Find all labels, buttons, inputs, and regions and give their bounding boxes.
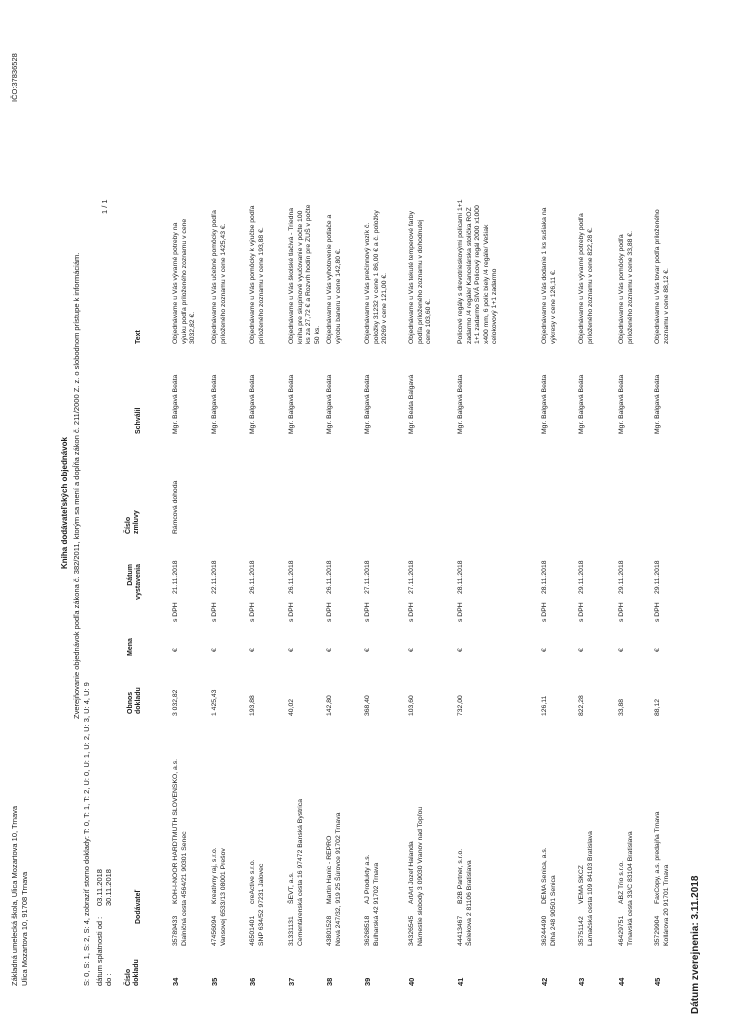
issue-date: 29.11.2018: [654, 560, 661, 594]
supplier-ico: 35751142: [578, 916, 585, 946]
col-schvalil: Schválil: [135, 407, 142, 434]
supplier-name: ŠEVT, a.s.: [288, 872, 295, 904]
vat: s DPH: [211, 602, 218, 622]
row-number: 34: [171, 977, 180, 986]
currency: €: [618, 648, 625, 652]
currency: €: [326, 648, 333, 652]
order-text: Objednávame u Vás učebné pomôcky podľa priloženého zoznamu v cene 1425,43 €.: [211, 210, 227, 344]
supplier-name: ABZ Trio s.r.o.: [618, 860, 625, 904]
row-number: 44: [617, 977, 626, 986]
page-number: 1 / 1: [100, 199, 109, 214]
issue-date: 26.11.2018: [326, 560, 333, 594]
supplier-ico: 36268518: [364, 915, 371, 946]
issue-date: 26.11.2018: [249, 560, 256, 594]
order-text: Objednávame u Vás tovar podľa priloženého zoznamu v cene 88,12 €.: [654, 209, 670, 344]
approver: Mgr. Balgavá Beáta: [288, 374, 295, 434]
col-cislo: Číslo dokladu: [125, 959, 140, 986]
row-number: 45: [653, 977, 662, 986]
supplier-address: Bulharská 42 91702 Trnava: [373, 862, 380, 946]
currency: €: [211, 648, 218, 652]
order-text: Policové regály s drevotrieskovými policami 1+1 zadarmo /4 regále/ Kancelárska stolička ROZ 1+1 zadarmo SIVÁ Policový regál 2000 x1000 x400 mm, 6 polic biely /4 regále/ Vešiak celokovový 1+1 zadarmo: [457, 199, 498, 344]
approver: Mgr. Balgavá Beáta: [172, 374, 179, 434]
order-text: Objednávame u Vás vývarné potreby podľa priloženého zoznamu v cene 822,28 €.: [578, 213, 594, 344]
supplier-address: Trnavská cesta 33/C 83104 Bratislava: [627, 831, 634, 946]
amount: 1 425,43: [211, 689, 218, 716]
vat: s DPH: [249, 602, 256, 622]
currency: €: [457, 648, 464, 652]
amount: 3 032,82: [172, 689, 179, 716]
approver: Mgr. Balgavá Beáta: [211, 374, 218, 434]
vat: s DPH: [288, 602, 295, 622]
order-text: Objednávame u Vás tekuté temperové farby podľa priloženého zoznamu v dohodnutej cene 103,60 €.: [408, 211, 432, 344]
supplier-name: Kreatívny raj, s.r.o.: [211, 847, 218, 904]
row-number: 39: [363, 977, 372, 986]
row-number: 36: [248, 977, 257, 986]
supplier-address: Dialničná cesta 4564/21 90301 Senec: [181, 831, 188, 946]
supplier-name: B2B Partner, s.r.o.: [457, 848, 464, 904]
supplier-ico: 46429751: [618, 915, 625, 946]
school-name: Základná umelecká škola, Ulica Mozartova 10, Trnava: [10, 805, 19, 986]
supplier-ico: 46501401: [249, 915, 256, 946]
supplier-address: Dlhá 248 90501 Senica: [550, 875, 557, 946]
vat: s DPH: [654, 602, 661, 622]
row-number: 40: [407, 977, 416, 986]
supplier-name: ArtArt Jozef Halanda: [408, 841, 415, 904]
order-text: Objednávame u Vás školské tlačivá - Triedna kniha pre skupinové vyučovanie v počte 100 ks za 27,72 € a Rozvrh hodín pre ZUŠ v počte 50 ks.: [288, 204, 321, 344]
currency: €: [364, 648, 371, 652]
issue-date: 28.11.2018: [541, 560, 548, 594]
supplier-ico: 31331131: [288, 916, 295, 946]
amount: 732,00: [457, 695, 464, 716]
issue-date: 29.11.2018: [578, 560, 585, 594]
supplier-ico: 44413467: [457, 915, 464, 946]
amount: 103,60: [408, 695, 415, 716]
supplier-address: Vansovej 6533/13 08001 Prešov: [220, 848, 227, 946]
supplier-ico: 43801528: [326, 915, 333, 946]
period-from-label: dátum splatnosti od :: [95, 916, 104, 986]
row-number: 35: [210, 977, 219, 986]
issue-date: 27.11.2018: [408, 560, 415, 594]
row-number: 43: [577, 977, 586, 986]
currency: €: [654, 648, 661, 652]
contract-number: Rámcová dohoda: [172, 480, 179, 534]
order-text: Objednávame u Vás dodanie 1 ks sušiaka na výkresy v cene 126,11 €.: [541, 207, 557, 344]
supplier-ico: 35789433: [172, 915, 179, 946]
currency: €: [288, 648, 295, 652]
supplier-address: Kollárova 20 91701 Trnava: [663, 864, 670, 946]
period-from: 03.11.2018: [95, 869, 104, 906]
amount: 40,02: [288, 698, 295, 716]
vat: s DPH: [408, 602, 415, 622]
approver: Mgr. Balgavá Beáta: [364, 374, 371, 434]
order-text: Objednávame u Vás prečinnový vozík č. položky 31232 v cene 1 86,00 € a č. položky 20269 v cene 121,00 €.: [364, 210, 388, 344]
amount: 88,12: [654, 698, 661, 716]
supplier-name: creActive s.r.o.: [249, 859, 256, 904]
period-to: 30.11.2018: [104, 869, 113, 906]
currency: €: [541, 648, 548, 652]
supplier-ico: 36244490: [541, 915, 548, 946]
row-number: 37: [287, 977, 296, 986]
supplier-address: Námestie slobody 3 09030 Vranov nad Topľou: [417, 806, 424, 946]
supplier-ico: 34326545: [408, 915, 415, 946]
amount: 193,88: [249, 695, 256, 716]
issue-date: 26.11.2018: [288, 560, 295, 594]
publication-date: Dátum zverejnenia: 3.11.2018: [690, 875, 701, 1014]
col-obnos: Obnos dokladu: [127, 687, 142, 714]
issue-date: 21.11.2018: [172, 560, 179, 594]
supplier-name: KOH-I-NOOR HARDTMUTH SLOVENSKO, a.s.: [172, 758, 179, 904]
order-text: Objednávame u Vás vyhotovenie potlače a výrobu baneru v cene 142,80 €.: [326, 214, 342, 344]
currency: €: [172, 648, 179, 652]
amount: 33,88: [618, 698, 625, 716]
approver: Mgr. Balgavá Beáta: [457, 374, 464, 434]
vat: s DPH: [541, 602, 548, 622]
vat: s DPH: [618, 602, 625, 622]
vat: s DPH: [457, 602, 464, 622]
amount: 126,11: [541, 695, 548, 716]
amount: 142,80: [326, 695, 333, 716]
approver: Mgr. Balgavá Beáta: [654, 374, 661, 434]
approver: Mgr. Balgavá Beáta: [326, 374, 333, 434]
row-number: 38: [325, 977, 334, 986]
vat: s DPH: [172, 602, 179, 622]
order-text: Objednávame u Vás pomôcky k výučbe podľa priloženého zoznamu v cene 193,88 €.: [249, 205, 265, 344]
ico: IČO:37836528: [10, 53, 19, 102]
row-number: 42: [540, 977, 549, 986]
currency: €: [578, 648, 585, 652]
school-address: Ulica Mozartova 10, 91708 Trnava: [20, 871, 29, 986]
issue-date: 28.11.2018: [457, 560, 464, 594]
vat: s DPH: [578, 602, 585, 622]
supplier-name: Martin Hanic - REPRO: [326, 835, 333, 904]
approver: Mgr. Balgavá Beáta: [578, 374, 585, 434]
supplier-name: FaxCopy, a.s. predajňa Trnava: [654, 811, 661, 904]
order-text: Objednávame u Vás vývarné potreby na výuku podľa priloženého zoznamu v cene 3032,82 €.: [172, 218, 196, 344]
approver: Mgr. Balgavá Beáta: [249, 374, 256, 434]
currency: €: [249, 648, 256, 652]
approver: Mgr. Balgavá Beáta: [541, 374, 548, 434]
supplier-ico: 47456094: [211, 915, 218, 946]
col-zmluva: Číslo zmluvy: [125, 510, 140, 534]
order-text: Objednávame u Vás pomôcky podľa priloženého zoznamu v cene 33,88 €.: [618, 231, 634, 344]
period-to-label: do :: [104, 973, 113, 986]
supplier-name: VEMA SKCZ: [578, 865, 585, 904]
col-datum: Dátum vystavenia: [127, 564, 142, 600]
supplier-address: SNP 634/52 97231 Jalovec: [258, 863, 265, 946]
supplier-name: DEMA Senica, a.s.: [541, 847, 548, 904]
supplier-address: Nová 247/32, 919 25 Šúrovce 91702 Trnava: [335, 812, 342, 946]
document-title: Kniha dodávateľských objednávok: [60, 436, 69, 569]
supplier-ico: 35729904: [654, 915, 661, 946]
approver: Mgr. Beáta Balgavá: [408, 374, 415, 434]
supplier-address: Šelekova 2 81106 Bratislava: [466, 860, 473, 946]
amount: 368,40: [364, 695, 371, 716]
vat: s DPH: [326, 602, 333, 622]
document-subtitle: Zverejňovanie objednávok podľa zákona č. 382/2011, ktorým sa mení a dopĺňa zákon č. 211/2000 Z. z. o slobodnom prístupe k informáciám.: [72, 252, 81, 719]
issue-date: 27.11.2018: [364, 560, 371, 594]
supplier-address: Lamačská cesta 109 84103 Bratislava: [587, 831, 594, 946]
amount: 822,28: [578, 695, 585, 716]
col-dodavatel: Dodávateľ: [135, 889, 142, 924]
vat: s DPH: [364, 602, 371, 622]
col-mena: Mena: [127, 638, 134, 656]
supplier-name: AJ Produkty a.s.: [364, 854, 371, 904]
issue-date: 22.11.2018: [211, 560, 218, 594]
issue-date: 29.11.2018: [618, 560, 625, 594]
currency: €: [408, 648, 415, 652]
approver: Mgr. Balgavá Beáta: [618, 374, 625, 434]
filter-line: S: 0, S: 1, S: 2, S: 4, zobraziť storno doklady: T: 0, T: 1, T: 2, U: 0, U: 1, U: 2, U: 3, U: 4, U: 9: [82, 682, 91, 986]
row-number: 41: [456, 977, 465, 986]
col-text: Text: [135, 330, 142, 344]
supplier-address: Cementárenská cesta 16 97472 Banská Bystrica: [297, 799, 304, 946]
